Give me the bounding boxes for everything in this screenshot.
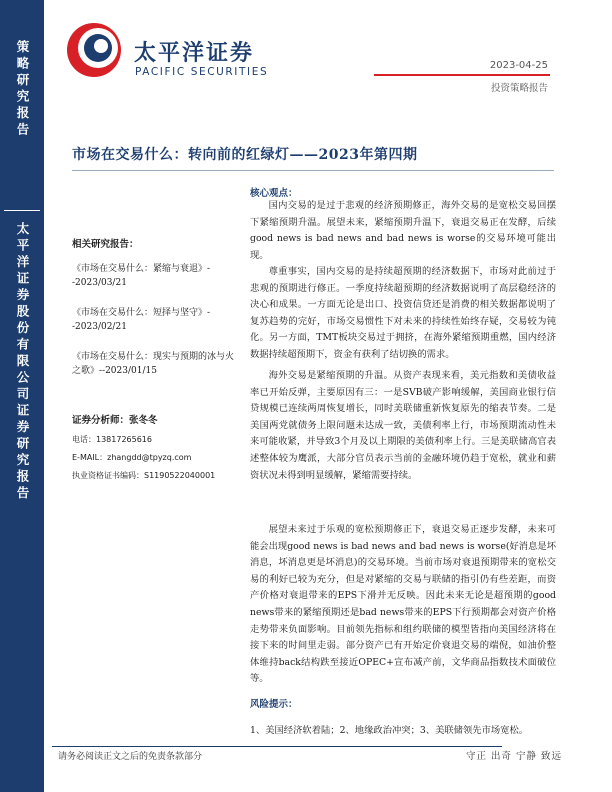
risk-text: 1、美国经济软着陆；2、地缘政治冲突；3、美联储领先市场宽松。 [250,725,529,736]
sidebar-company-text: 太平洋证券股份有限公司证券研究报告 [15,222,30,503]
core-paragraph: 国内交易的是过于悲观的经济预期修正，海外交易的是宽松交易回摆下紧缩预期升温。展望未来，紧缩预期升温下，衰退交易正在发酵，后续good news is bad news and bad news is worse的交易环境可能出现。 [250,200,556,261]
analyst-license: 执业资格证书编码：S1190522040001 [72,471,216,480]
sidebar-divider [4,210,40,211]
title-divider [72,170,554,171]
header-accent-line [374,74,550,76]
core-views-heading: 核心观点： [250,188,298,199]
related-report-item[interactable]: 《市场在交易什么：紧缩与衰退》--2023/03/21 [72,264,211,288]
footer-disclaimer: 请务必阅读正文之后的免责条款部分 [58,752,203,762]
related-reports-heading: 相关研究报告： [72,239,139,250]
sidebar-category-text: 策略研究报告 [15,40,30,139]
related-report-item[interactable]: 《市场在交易什么：短择与坚守》--2023/02/21 [72,308,211,332]
report-type: 投资策略报告 [490,83,548,94]
analyst-heading: 证券分析师：张冬冬 [72,415,158,426]
risk-heading: 风险提示： [250,699,298,710]
footer-divider [52,746,502,747]
core-paragraph: 海外交易是紧缩预期的升温。从资产表现来看，美元指数和美债收益率已开始反弹，主要原因有三：一是SVB破产影响缓解，美国商业银行信贷规模已连续两周恢复增长，同时美联储重新恢复原先的缩表节奏。二是美国两党就债务上限问题未达成一致，美债利率上行，市场预期流动性未来可能收紧，并导致3个月及以上期限的美债利率上行。三是美联储高官表述整体较为鹰派，大部分官员表示当前的金融环境仍趋于宽松，就业和薪资状况未得到明显缓解，紧缩需要持续。 [250,370,556,481]
sidebar-company [0,222,44,742]
brand-name-cn: 太平洋证券 [134,41,255,66]
sidebar-category [0,40,44,170]
core-paragraph: 展望未来过于乐观的宽松预期修正下，衰退交易正逐步发酵，未来可能会出现good news is bad news and bad news is worse(好消息是坏消息，坏消息更是坏消息)的交易环境。当前市场对衰退预期带来的宽松交易的利好已较为充分，但是对紧缩的交易与联储的指引仍有些差距，而资产价格对衰退带来的EPS下滑并无反映。因此未来无论是超预期的good news带来的紧缩预期还是bad news带来的EPS下行预期都会对资产价格走势带来负面影响。目前领先指标和组约联储的模型皆指向美国经济将在接下来的时间里走弱。部分资产已有开始定价衰退交易的端倪，如油价整体维持back结构跌至接近OPEC+宣布减产前，文华商品指数技术面破位等。 [250,524,556,685]
analyst-email[interactable]: E-MAIL：zhangdd@tpyzq.com [72,453,192,462]
brand-name-en: PACIFIC SECURITIES [135,66,269,78]
analyst-phone: 电话：13817265616 [72,435,152,444]
related-report-item[interactable]: 《市场在交易什么：现实与预期的冰与火之歌》--2023/01/15 [72,352,235,376]
core-paragraph: 尊重事实，国内交易的是持续超预期的经济数据下，市场对此前过于悲观的预期进行修正。一季度持续超预期的经济数据说明了高层稳经济的决心和成果。一方面无论是出口、投资信贷还是消费的相关数据都说明了复苏趋势的完好，市场交易惯性下对未来的持续性始终存疑，交易较为钝化。另一方面，TMT板块交易过于拥挤，在海外紧缩预期重燃，国内经济数据持续超预期下，资金有获利了结切换的需求。 [250,266,556,360]
pacific-logo-icon [64,20,124,80]
report-date: 2023-04-25 [489,60,548,71]
page-title: 市场在交易什么：转向前的红绿灯——2023年第四期 [72,147,418,163]
footer-motto: 守正 出奇 宁静 致远 [466,751,563,762]
